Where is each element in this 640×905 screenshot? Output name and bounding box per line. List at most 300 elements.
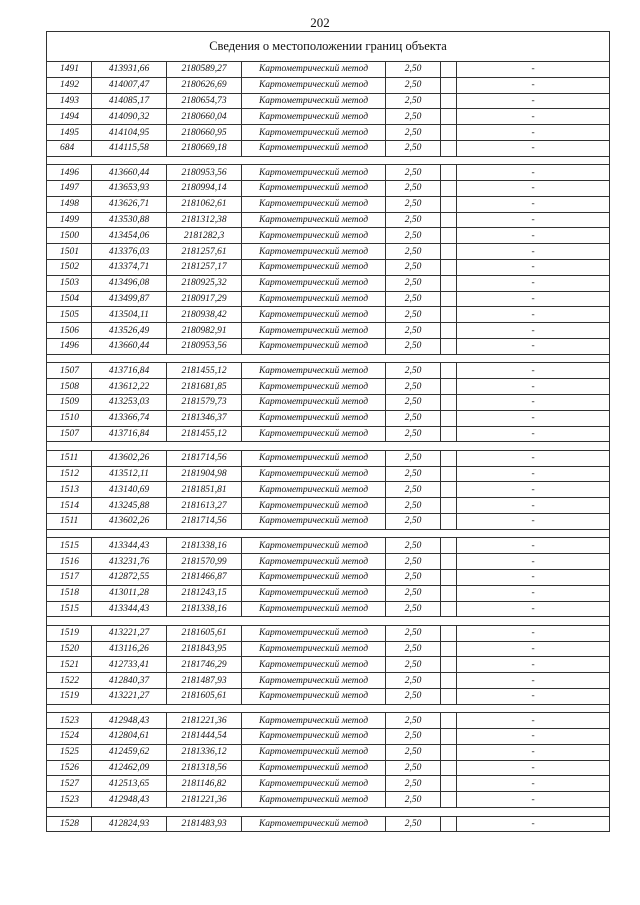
- group-separator: [47, 442, 610, 451]
- empty-cell: [441, 569, 457, 585]
- table-row: [47, 760, 610, 776]
- coord-x: 413653,93: [92, 181, 167, 197]
- coord-x: 413612,22: [92, 379, 167, 395]
- method: Картометрический метод: [242, 140, 386, 156]
- coord-x: 413496,08: [92, 275, 167, 291]
- note: -: [457, 125, 610, 141]
- page-number: 202: [310, 15, 330, 30]
- method: Картометрический метод: [242, 498, 386, 514]
- table-row: [47, 426, 610, 442]
- point-number: 1523: [47, 713, 92, 729]
- table-row: [47, 109, 610, 125]
- coord-x: 413231,76: [92, 554, 167, 570]
- point-number: 1515: [47, 601, 92, 617]
- empty-cell: [441, 482, 457, 498]
- point-number: 1491: [47, 62, 92, 78]
- precision: 2,50: [386, 196, 441, 212]
- precision: 2,50: [386, 125, 441, 141]
- boundary-table: [46, 31, 610, 832]
- empty-cell: [441, 244, 457, 260]
- precision: 2,50: [386, 140, 441, 156]
- point-number: 1525: [47, 744, 92, 760]
- coord-x: 413376,03: [92, 244, 167, 260]
- method: Картометрический метод: [242, 776, 386, 792]
- coord-y: 2181904,98: [167, 466, 242, 482]
- coord-y: 2180669,18: [167, 140, 242, 156]
- table-row: [47, 228, 610, 244]
- point-number: 1500: [47, 228, 92, 244]
- method: Картометрический метод: [242, 744, 386, 760]
- note: -: [457, 181, 610, 197]
- method: Картометрический метод: [242, 482, 386, 498]
- empty-cell: [441, 538, 457, 554]
- precision: 2,50: [386, 816, 441, 832]
- point-number: 1512: [47, 466, 92, 482]
- coord-y: 2181257,17: [167, 260, 242, 276]
- empty-cell: [441, 228, 457, 244]
- table-row: [47, 140, 610, 156]
- method: Картометрический метод: [242, 688, 386, 704]
- empty-cell: [441, 601, 457, 617]
- precision: 2,50: [386, 482, 441, 498]
- precision: 2,50: [386, 244, 441, 260]
- precision: 2,50: [386, 729, 441, 745]
- note: -: [457, 569, 610, 585]
- method: Картометрический метод: [242, 792, 386, 808]
- precision: 2,50: [386, 673, 441, 689]
- point-number: 1494: [47, 109, 92, 125]
- coord-x: 412513,65: [92, 776, 167, 792]
- coord-y: 2181257,61: [167, 244, 242, 260]
- coord-x: 413660,44: [92, 339, 167, 355]
- empty-cell: [441, 363, 457, 379]
- empty-cell: [441, 410, 457, 426]
- note: -: [457, 410, 610, 426]
- table-row: [47, 450, 610, 466]
- coord-x: 413221,27: [92, 625, 167, 641]
- point-number: 1526: [47, 760, 92, 776]
- coord-y: 2181746,29: [167, 657, 242, 673]
- empty-cell: [441, 688, 457, 704]
- note: -: [457, 212, 610, 228]
- empty-cell: [441, 181, 457, 197]
- method: Картометрический метод: [242, 673, 386, 689]
- note: -: [457, 77, 610, 93]
- coord-x: 413374,71: [92, 260, 167, 276]
- coord-y: 2181570,99: [167, 554, 242, 570]
- note: -: [457, 792, 610, 808]
- coord-x: 414115,58: [92, 140, 167, 156]
- precision: 2,50: [386, 260, 441, 276]
- coord-y: 2180953,56: [167, 339, 242, 355]
- table-row: [47, 657, 610, 673]
- note: -: [457, 339, 610, 355]
- table-row: [47, 466, 610, 482]
- empty-cell: [441, 498, 457, 514]
- method: Картометрический метод: [242, 181, 386, 197]
- coord-y: 2181444,54: [167, 729, 242, 745]
- table-row: [47, 307, 610, 323]
- precision: 2,50: [386, 77, 441, 93]
- method: Картометрический метод: [242, 713, 386, 729]
- method: Картометрический метод: [242, 729, 386, 745]
- coord-y: 2181338,16: [167, 538, 242, 554]
- empty-cell: [441, 379, 457, 395]
- coord-y: 2181282,3: [167, 228, 242, 244]
- coord-x: 412824,93: [92, 816, 167, 832]
- empty-cell: [441, 165, 457, 181]
- table-row: [47, 482, 610, 498]
- precision: 2,50: [386, 641, 441, 657]
- empty-cell: [441, 109, 457, 125]
- coord-x: 413140,69: [92, 482, 167, 498]
- table-row: [47, 514, 610, 530]
- coord-x: 413716,84: [92, 363, 167, 379]
- method: Картометрический метод: [242, 379, 386, 395]
- coord-x: 414104,95: [92, 125, 167, 141]
- empty-cell: [441, 394, 457, 410]
- table-title: Сведения о местоположении границ объекта: [47, 32, 610, 62]
- coord-x: 412804,61: [92, 729, 167, 745]
- table-row: [47, 554, 610, 570]
- coord-x: 413344,43: [92, 601, 167, 617]
- method: Картометрический метод: [242, 275, 386, 291]
- table-row: [47, 776, 610, 792]
- coord-y: 2180626,69: [167, 77, 242, 93]
- note: -: [457, 93, 610, 109]
- empty-cell: [441, 196, 457, 212]
- coord-y: 2180917,29: [167, 291, 242, 307]
- method: Картометрический метод: [242, 554, 386, 570]
- table-row: [47, 688, 610, 704]
- table-row: [47, 625, 610, 641]
- table-row: [47, 792, 610, 808]
- note: -: [457, 62, 610, 78]
- empty-cell: [441, 625, 457, 641]
- precision: 2,50: [386, 275, 441, 291]
- precision: 2,50: [386, 569, 441, 585]
- empty-cell: [441, 760, 457, 776]
- coord-y: 2180654,73: [167, 93, 242, 109]
- precision: 2,50: [386, 713, 441, 729]
- point-number: 1515: [47, 538, 92, 554]
- empty-cell: [441, 673, 457, 689]
- coord-y: 2181346,37: [167, 410, 242, 426]
- precision: 2,50: [386, 165, 441, 181]
- note: -: [457, 379, 610, 395]
- precision: 2,50: [386, 410, 441, 426]
- method: Картометрический метод: [242, 323, 386, 339]
- table-row: [47, 77, 610, 93]
- coord-y: 2181851,81: [167, 482, 242, 498]
- coord-y: 2180660,04: [167, 109, 242, 125]
- empty-cell: [441, 450, 457, 466]
- method: Картометрический метод: [242, 125, 386, 141]
- coord-y: 2181843,95: [167, 641, 242, 657]
- coord-x: 413660,44: [92, 165, 167, 181]
- table-row: [47, 498, 610, 514]
- empty-cell: [441, 816, 457, 832]
- point-number: 1519: [47, 688, 92, 704]
- precision: 2,50: [386, 363, 441, 379]
- table-row: [47, 816, 610, 832]
- table-row: [47, 729, 610, 745]
- table-row: [47, 585, 610, 601]
- note: -: [457, 776, 610, 792]
- point-number: 1514: [47, 498, 92, 514]
- empty-cell: [441, 93, 457, 109]
- method: Картометрический метод: [242, 394, 386, 410]
- table-row: [47, 244, 610, 260]
- empty-cell: [441, 275, 457, 291]
- precision: 2,50: [386, 379, 441, 395]
- note: -: [457, 641, 610, 657]
- empty-cell: [441, 657, 457, 673]
- coord-x: 412948,43: [92, 713, 167, 729]
- coord-x: 413116,26: [92, 641, 167, 657]
- note: -: [457, 514, 610, 530]
- method: Картометрический метод: [242, 196, 386, 212]
- precision: 2,50: [386, 323, 441, 339]
- coord-y: 2181483,93: [167, 816, 242, 832]
- table-row: [47, 260, 610, 276]
- note: -: [457, 165, 610, 181]
- point-number: 684: [47, 140, 92, 156]
- coord-y: 2181605,61: [167, 688, 242, 704]
- empty-cell: [441, 140, 457, 156]
- precision: 2,50: [386, 466, 441, 482]
- precision: 2,50: [386, 688, 441, 704]
- point-number: 1524: [47, 729, 92, 745]
- table-row: [47, 93, 610, 109]
- coord-x: 412872,55: [92, 569, 167, 585]
- point-number: 1528: [47, 816, 92, 832]
- empty-cell: [441, 585, 457, 601]
- table-row: [47, 125, 610, 141]
- note: -: [457, 307, 610, 323]
- empty-cell: [441, 260, 457, 276]
- point-number: 1513: [47, 482, 92, 498]
- empty-cell: [441, 729, 457, 745]
- precision: 2,50: [386, 657, 441, 673]
- precision: 2,50: [386, 760, 441, 776]
- precision: 2,50: [386, 538, 441, 554]
- note: -: [457, 109, 610, 125]
- precision: 2,50: [386, 426, 441, 442]
- empty-cell: [441, 792, 457, 808]
- table-row: [47, 196, 610, 212]
- empty-cell: [441, 514, 457, 530]
- empty-cell: [441, 744, 457, 760]
- coord-x: 412733,41: [92, 657, 167, 673]
- method: Картометрический метод: [242, 165, 386, 181]
- coord-x: 412840,37: [92, 673, 167, 689]
- note: -: [457, 291, 610, 307]
- precision: 2,50: [386, 792, 441, 808]
- coord-x: 413344,43: [92, 538, 167, 554]
- table-row: [47, 291, 610, 307]
- table-row: [47, 212, 610, 228]
- precision: 2,50: [386, 307, 441, 323]
- point-number: 1523: [47, 792, 92, 808]
- coord-x: 413931,66: [92, 62, 167, 78]
- point-number: 1522: [47, 673, 92, 689]
- point-number: 1509: [47, 394, 92, 410]
- note: -: [457, 688, 610, 704]
- note: -: [457, 482, 610, 498]
- precision: 2,50: [386, 601, 441, 617]
- coord-y: 2180938,42: [167, 307, 242, 323]
- coord-x: 413253,03: [92, 394, 167, 410]
- note: -: [457, 760, 610, 776]
- point-number: 1507: [47, 363, 92, 379]
- note: -: [457, 816, 610, 832]
- coord-y: 2181605,61: [167, 625, 242, 641]
- method: Картометрический метод: [242, 109, 386, 125]
- coord-x: 413512,11: [92, 466, 167, 482]
- coord-y: 2181318,56: [167, 760, 242, 776]
- table-row: [47, 641, 610, 657]
- note: -: [457, 323, 610, 339]
- table-row: [47, 394, 610, 410]
- method: Картометрический метод: [242, 625, 386, 641]
- coord-y: 2180953,56: [167, 165, 242, 181]
- note: -: [457, 260, 610, 276]
- method: Картометрический метод: [242, 363, 386, 379]
- precision: 2,50: [386, 181, 441, 197]
- table-row: [47, 569, 610, 585]
- table-row: [47, 410, 610, 426]
- note: -: [457, 140, 610, 156]
- point-number: 1499: [47, 212, 92, 228]
- point-number: 1520: [47, 641, 92, 657]
- method: Картометрический метод: [242, 538, 386, 554]
- point-number: 1501: [47, 244, 92, 260]
- method: Картометрический метод: [242, 93, 386, 109]
- group-separator: [47, 617, 610, 626]
- precision: 2,50: [386, 212, 441, 228]
- coord-y: 2181681,85: [167, 379, 242, 395]
- table-row: [47, 339, 610, 355]
- method: Картометрический метод: [242, 260, 386, 276]
- precision: 2,50: [386, 554, 441, 570]
- coord-x: 412462,09: [92, 760, 167, 776]
- table-row: [47, 673, 610, 689]
- note: -: [457, 673, 610, 689]
- table-row: [47, 713, 610, 729]
- coord-x: 413011,28: [92, 585, 167, 601]
- table-row: [47, 363, 610, 379]
- point-number: 1516: [47, 554, 92, 570]
- coord-y: 2181455,12: [167, 363, 242, 379]
- precision: 2,50: [386, 585, 441, 601]
- table-row: [47, 275, 610, 291]
- coord-y: 2181243,15: [167, 585, 242, 601]
- note: -: [457, 363, 610, 379]
- method: Картометрический метод: [242, 450, 386, 466]
- precision: 2,50: [386, 450, 441, 466]
- empty-cell: [441, 776, 457, 792]
- coord-y: 2181613,27: [167, 498, 242, 514]
- coord-y: 2181714,56: [167, 514, 242, 530]
- coord-x: 413716,84: [92, 426, 167, 442]
- point-number: 1498: [47, 196, 92, 212]
- table-row: [47, 379, 610, 395]
- coord-x: 413626,71: [92, 196, 167, 212]
- coord-x: 413454,06: [92, 228, 167, 244]
- note: -: [457, 275, 610, 291]
- coord-x: 414090,32: [92, 109, 167, 125]
- method: Картометрический метод: [242, 307, 386, 323]
- coord-x: 413504,11: [92, 307, 167, 323]
- method: Картометрический метод: [242, 62, 386, 78]
- coord-y: 2180660,95: [167, 125, 242, 141]
- empty-cell: [441, 554, 457, 570]
- method: Картометрический метод: [242, 514, 386, 530]
- note: -: [457, 625, 610, 641]
- point-number: 1527: [47, 776, 92, 792]
- point-number: 1506: [47, 323, 92, 339]
- note: -: [457, 585, 610, 601]
- precision: 2,50: [386, 228, 441, 244]
- method: Картометрический метод: [242, 228, 386, 244]
- table-row: [47, 165, 610, 181]
- table-row: [47, 323, 610, 339]
- point-number: 1517: [47, 569, 92, 585]
- point-number: 1505: [47, 307, 92, 323]
- point-number: 1496: [47, 339, 92, 355]
- precision: 2,50: [386, 514, 441, 530]
- point-number: 1503: [47, 275, 92, 291]
- coord-y: 2181455,12: [167, 426, 242, 442]
- point-number: 1492: [47, 77, 92, 93]
- precision: 2,50: [386, 339, 441, 355]
- coord-y: 2181466,87: [167, 569, 242, 585]
- note: -: [457, 538, 610, 554]
- point-number: 1510: [47, 410, 92, 426]
- note: -: [457, 466, 610, 482]
- note: -: [457, 601, 610, 617]
- point-number: 1497: [47, 181, 92, 197]
- point-number: 1496: [47, 165, 92, 181]
- table-row: [47, 744, 610, 760]
- note: -: [457, 228, 610, 244]
- point-number: 1495: [47, 125, 92, 141]
- note: -: [457, 498, 610, 514]
- note: -: [457, 244, 610, 260]
- precision: 2,50: [386, 394, 441, 410]
- group-separator: [47, 529, 610, 538]
- method: Картометрический метод: [242, 77, 386, 93]
- empty-cell: [441, 62, 457, 78]
- note: -: [457, 729, 610, 745]
- coord-y: 2180982,91: [167, 323, 242, 339]
- coord-y: 2180994,14: [167, 181, 242, 197]
- point-number: 1493: [47, 93, 92, 109]
- empty-cell: [441, 713, 457, 729]
- coord-x: 413221,27: [92, 688, 167, 704]
- method: Картометрический метод: [242, 291, 386, 307]
- precision: 2,50: [386, 93, 441, 109]
- table-row: [47, 601, 610, 617]
- empty-cell: [441, 323, 457, 339]
- empty-cell: [441, 339, 457, 355]
- precision: 2,50: [386, 744, 441, 760]
- table-title-row: [47, 32, 610, 62]
- table-row: [47, 62, 610, 78]
- note: -: [457, 713, 610, 729]
- table-row: [47, 538, 610, 554]
